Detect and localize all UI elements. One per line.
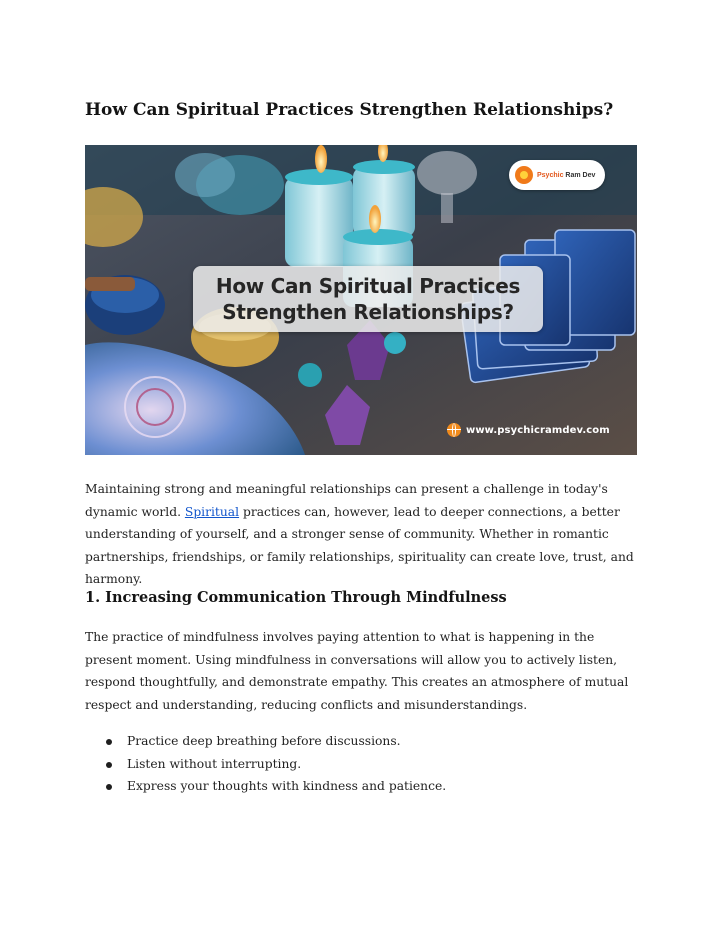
crystal-goblet xyxy=(417,151,477,195)
section-body: The practice of mindfulness involves paying attention to what is happening in the present moment. Using mindfulness in conversations will allow you to actively listen, respond thoughtfully, and demonstrate empathy. This creates an atmosphere of mutual respect and understanding, reducing conflicts and misunderstandings. xyxy=(85,630,629,712)
spiritual-link[interactable]: Spiritual xyxy=(184,504,240,519)
sun-logo-icon xyxy=(515,166,533,184)
intro-paragraph: Maintaining strong and meaningful relationships can present a challenge in today's dynamic world. Spiritual practices can, however, lead to deeper connections, a better understanding of yourself, and a stronger sense of community. Whether in romantic partnerships, friendships, or family relationships, spirituality can create love, trust, and harmony. xyxy=(85,482,634,586)
bullet-icon xyxy=(106,762,112,768)
article-title: How Can Spiritual Practices Strengthen Relationships? xyxy=(85,100,614,120)
bullet-icon xyxy=(106,739,112,745)
turquoise-stone xyxy=(298,363,322,387)
globe-icon xyxy=(447,423,461,437)
hero-image xyxy=(85,145,637,455)
flame-left xyxy=(315,145,327,173)
bullet-icon xyxy=(106,784,112,790)
website-url: www.psychicramdev.com xyxy=(466,424,610,436)
hero-caption xyxy=(193,266,543,332)
hero-caption-line-1: How Can Spiritual Practices xyxy=(215,274,521,298)
website-badge xyxy=(447,423,610,437)
section-heading: 1. Increasing Communication Through Mindfulness xyxy=(85,589,507,606)
brand-logo xyxy=(509,160,605,190)
candle-left xyxy=(285,177,353,267)
brand-name: Psychic Ram Dev xyxy=(537,171,596,179)
list-item: Listen without interrupting. xyxy=(85,753,645,776)
mallet xyxy=(85,277,135,291)
list-item: Practice deep breathing before discussions. xyxy=(85,730,645,753)
hero-caption-line-2: Strengthen Relationships? xyxy=(222,300,514,324)
flame-front xyxy=(369,205,381,233)
tips-list xyxy=(85,730,645,798)
candle-right xyxy=(353,167,415,237)
list-item: Express your thoughts with kindness and patience. xyxy=(85,775,645,798)
